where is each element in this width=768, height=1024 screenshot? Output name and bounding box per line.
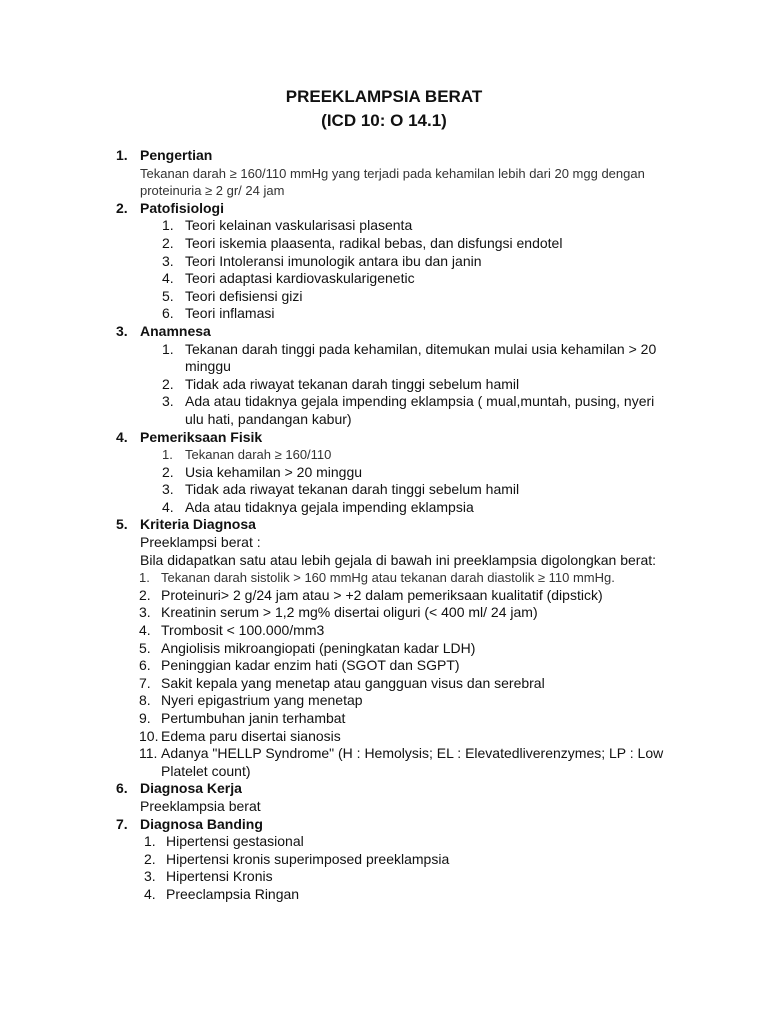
- list-item-number: 5.: [139, 639, 151, 656]
- section-heading: [0, 323, 768, 341]
- list-item: [0, 851, 686, 869]
- section-number: 6.: [116, 780, 128, 797]
- list-item: [0, 604, 681, 622]
- section-number: 7.: [116, 815, 128, 832]
- section-number: 2.: [116, 199, 128, 216]
- section-title: Anamnesa: [140, 322, 211, 339]
- list-item-text: Usia kehamilan > 20 minggu: [185, 463, 363, 480]
- section-heading: [0, 147, 768, 165]
- section-number: 3.: [116, 322, 128, 339]
- list-item-number: 2.: [139, 586, 151, 603]
- numbered-list: [0, 569, 768, 780]
- list-item-text: Tidak ada riwayat tekanan darah tinggi sebelum hamil: [185, 375, 520, 392]
- list-item-text: Hipertensi gestasional: [166, 833, 304, 850]
- list-item-number: 3.: [139, 604, 151, 621]
- list-item: [0, 376, 665, 394]
- list-item-number: 3.: [162, 393, 174, 410]
- list-item: [0, 305, 665, 323]
- list-item: [0, 270, 665, 288]
- numbered-list: [0, 341, 768, 429]
- list-item: [0, 728, 681, 746]
- list-item-number: 2.: [144, 850, 156, 867]
- section-title: Patofisiologi: [140, 199, 224, 216]
- list-item-number: 4.: [162, 498, 174, 515]
- list-item: [0, 569, 681, 587]
- list-item-text: Teori inflamasi: [185, 305, 275, 322]
- list-item: [0, 393, 665, 428]
- list-item-number: 3.: [162, 481, 174, 498]
- list-item-number: 4.: [139, 622, 151, 639]
- list-item-text: Teori adaptasi kardiovaskularigenetic: [185, 270, 415, 287]
- list-item-number: 1.: [162, 217, 174, 234]
- section-title: Diagnosa Kerja: [140, 780, 242, 797]
- list-item-number: 2.: [162, 375, 174, 392]
- numbered-list: [0, 217, 768, 323]
- list-item-number: 10.: [139, 727, 159, 744]
- list-item: [0, 288, 665, 306]
- section-title: Pengertian: [140, 147, 213, 163]
- section: [0, 147, 768, 200]
- list-item-text: Angiolisis mikroangiopati (peningkatan kadar LDH): [161, 639, 476, 656]
- document-content: [0, 147, 768, 904]
- list-item: [0, 235, 665, 253]
- list-item: [0, 481, 665, 499]
- list-item-number: 9.: [139, 710, 151, 726]
- section-heading: [0, 200, 768, 218]
- list-item-text: Nyeri epigastrium yang menetap: [161, 692, 363, 709]
- list-item: [0, 833, 686, 851]
- list-item: [0, 710, 681, 728]
- list-item-text: Teori kelainan vaskularisasi plasenta: [185, 217, 413, 234]
- list-item: [0, 587, 681, 605]
- numbered-list: [0, 833, 768, 903]
- list-item: [0, 217, 665, 235]
- section: [0, 323, 768, 429]
- section-number: 5.: [116, 516, 128, 533]
- list-item-text: Preeclampsia Ringan: [166, 885, 300, 902]
- list-item-number: 11.: [139, 745, 158, 762]
- list-item-number: 8.: [139, 692, 151, 709]
- list-item: [0, 745, 681, 780]
- section: [0, 200, 768, 323]
- list-item-text: Adanya "HELLP Syndrome" (H : Hemolysis; EL : Elevatedliverenzymes; LP : Low Platelet count): [161, 745, 664, 779]
- list-item-text: Tekanan darah tinggi pada kehamilan, ditemukan mulai usia kehamilan > 20 minggu: [185, 340, 657, 375]
- list-item-number: 6.: [162, 305, 174, 322]
- list-item: [0, 622, 681, 640]
- numbered-list: [0, 446, 768, 516]
- list-item-text: Teori Intoleransi imunologik antara ibu dan janin: [185, 252, 482, 269]
- list-item: [0, 341, 665, 376]
- section: [0, 816, 768, 904]
- list-item: [0, 464, 665, 482]
- list-item: [0, 657, 681, 675]
- list-item: [0, 675, 681, 693]
- list-item-number: 1.: [139, 570, 150, 586]
- section-paragraph: Bila didapatkan satu atau lebih gejala di bawah ini preeklampsia digolongkan berat:: [140, 551, 657, 568]
- list-item: [0, 640, 681, 658]
- section: [0, 780, 768, 815]
- section-title: Kriteria Diagnosa: [140, 516, 256, 533]
- section-heading: [0, 429, 768, 447]
- list-item-text: Hipertensi kronis superimposed preeklampsia: [166, 850, 450, 867]
- list-item-text: Ada atau tidaknya gejala impending eklampsia: [185, 498, 474, 515]
- list-item-number: 2.: [162, 463, 174, 480]
- section-heading: [0, 816, 768, 834]
- document-subtitle: (ICD 10: O 14.1): [321, 111, 447, 130]
- list-item-number: 4.: [144, 885, 156, 902]
- list-item-number: 1.: [144, 833, 156, 850]
- list-item-text: Tekanan darah ≥ 160/110: [185, 447, 332, 463]
- section-heading: [0, 780, 768, 798]
- list-item-number: 1.: [162, 340, 174, 357]
- section-number: 1.: [116, 147, 128, 163]
- section-heading: [0, 516, 768, 534]
- list-item-number: 3.: [144, 868, 156, 885]
- list-item-text: Teori defisiensi gizi: [185, 287, 303, 304]
- list-item-number: 1.: [162, 447, 173, 463]
- document-title: PREEKLAMPSIA BERAT: [285, 87, 483, 106]
- list-item-text: Sakit kepala yang menetap atau gangguan visus dan serebral: [161, 674, 545, 691]
- list-item-text: Tekanan darah sistolik > 160 mmHg atau tekanan darah diastolik ≥ 110 mmHg.: [161, 570, 615, 586]
- section: [0, 516, 768, 780]
- list-item: [0, 253, 665, 271]
- list-item-number: 5.: [162, 287, 174, 304]
- list-item-text: Edema paru disertai sianosis: [161, 727, 341, 744]
- section-paragraph: Tekanan darah ≥ 160/110 mmHg yang terjadi pada kehamilan lebih dari 20 mgg dengan proteinuria ≥ 2 gr/ 24 jam: [140, 165, 645, 199]
- list-item: [0, 692, 681, 710]
- list-item-text: Proteinuri> 2 g/24 jam atau > +2 dalam pemeriksaan kualitatif (dipstick): [161, 586, 603, 603]
- list-item: [0, 886, 686, 904]
- section: [0, 429, 768, 517]
- list-item: [0, 446, 665, 464]
- list-item-text: Tidak ada riwayat tekanan darah tinggi sebelum hamil: [185, 481, 520, 498]
- list-item-text: Teori iskemia plaasenta, radikal bebas, dan disfungsi endotel: [185, 234, 563, 251]
- list-item-text: Pertumbuhan janin terhambat: [161, 710, 346, 726]
- list-item-text: Peninggian kadar enzim hati (SGOT dan SGPT): [161, 657, 460, 674]
- list-item-number: 2.: [162, 234, 174, 251]
- section-paragraph: Preeklampsi berat :: [140, 534, 261, 551]
- list-item-text: Ada atau tidaknya gejala impending eklampsia ( mual,muntah, pusing, nyeri ulu hati, pandangan kabur): [185, 393, 655, 427]
- list-item-text: Trombosit < 100.000/mm3: [161, 622, 325, 639]
- list-item-number: 7.: [139, 674, 151, 691]
- section-number: 4.: [116, 428, 128, 445]
- list-item-text: Hipertensi Kronis: [166, 868, 273, 885]
- list-item-number: 6.: [139, 657, 151, 674]
- list-item: [0, 868, 686, 886]
- list-item: [0, 499, 665, 517]
- section-paragraph: Preeklampsia berat: [140, 797, 261, 814]
- list-item-number: 3.: [162, 252, 174, 269]
- section-title: Diagnosa Banding: [140, 815, 263, 832]
- list-item-number: 4.: [162, 270, 174, 287]
- section-title: Pemeriksaan Fisik: [140, 428, 263, 445]
- list-item-text: Kreatinin serum > 1,2 mg% disertai oliguri (< 400 ml/ 24 jam): [161, 604, 538, 621]
